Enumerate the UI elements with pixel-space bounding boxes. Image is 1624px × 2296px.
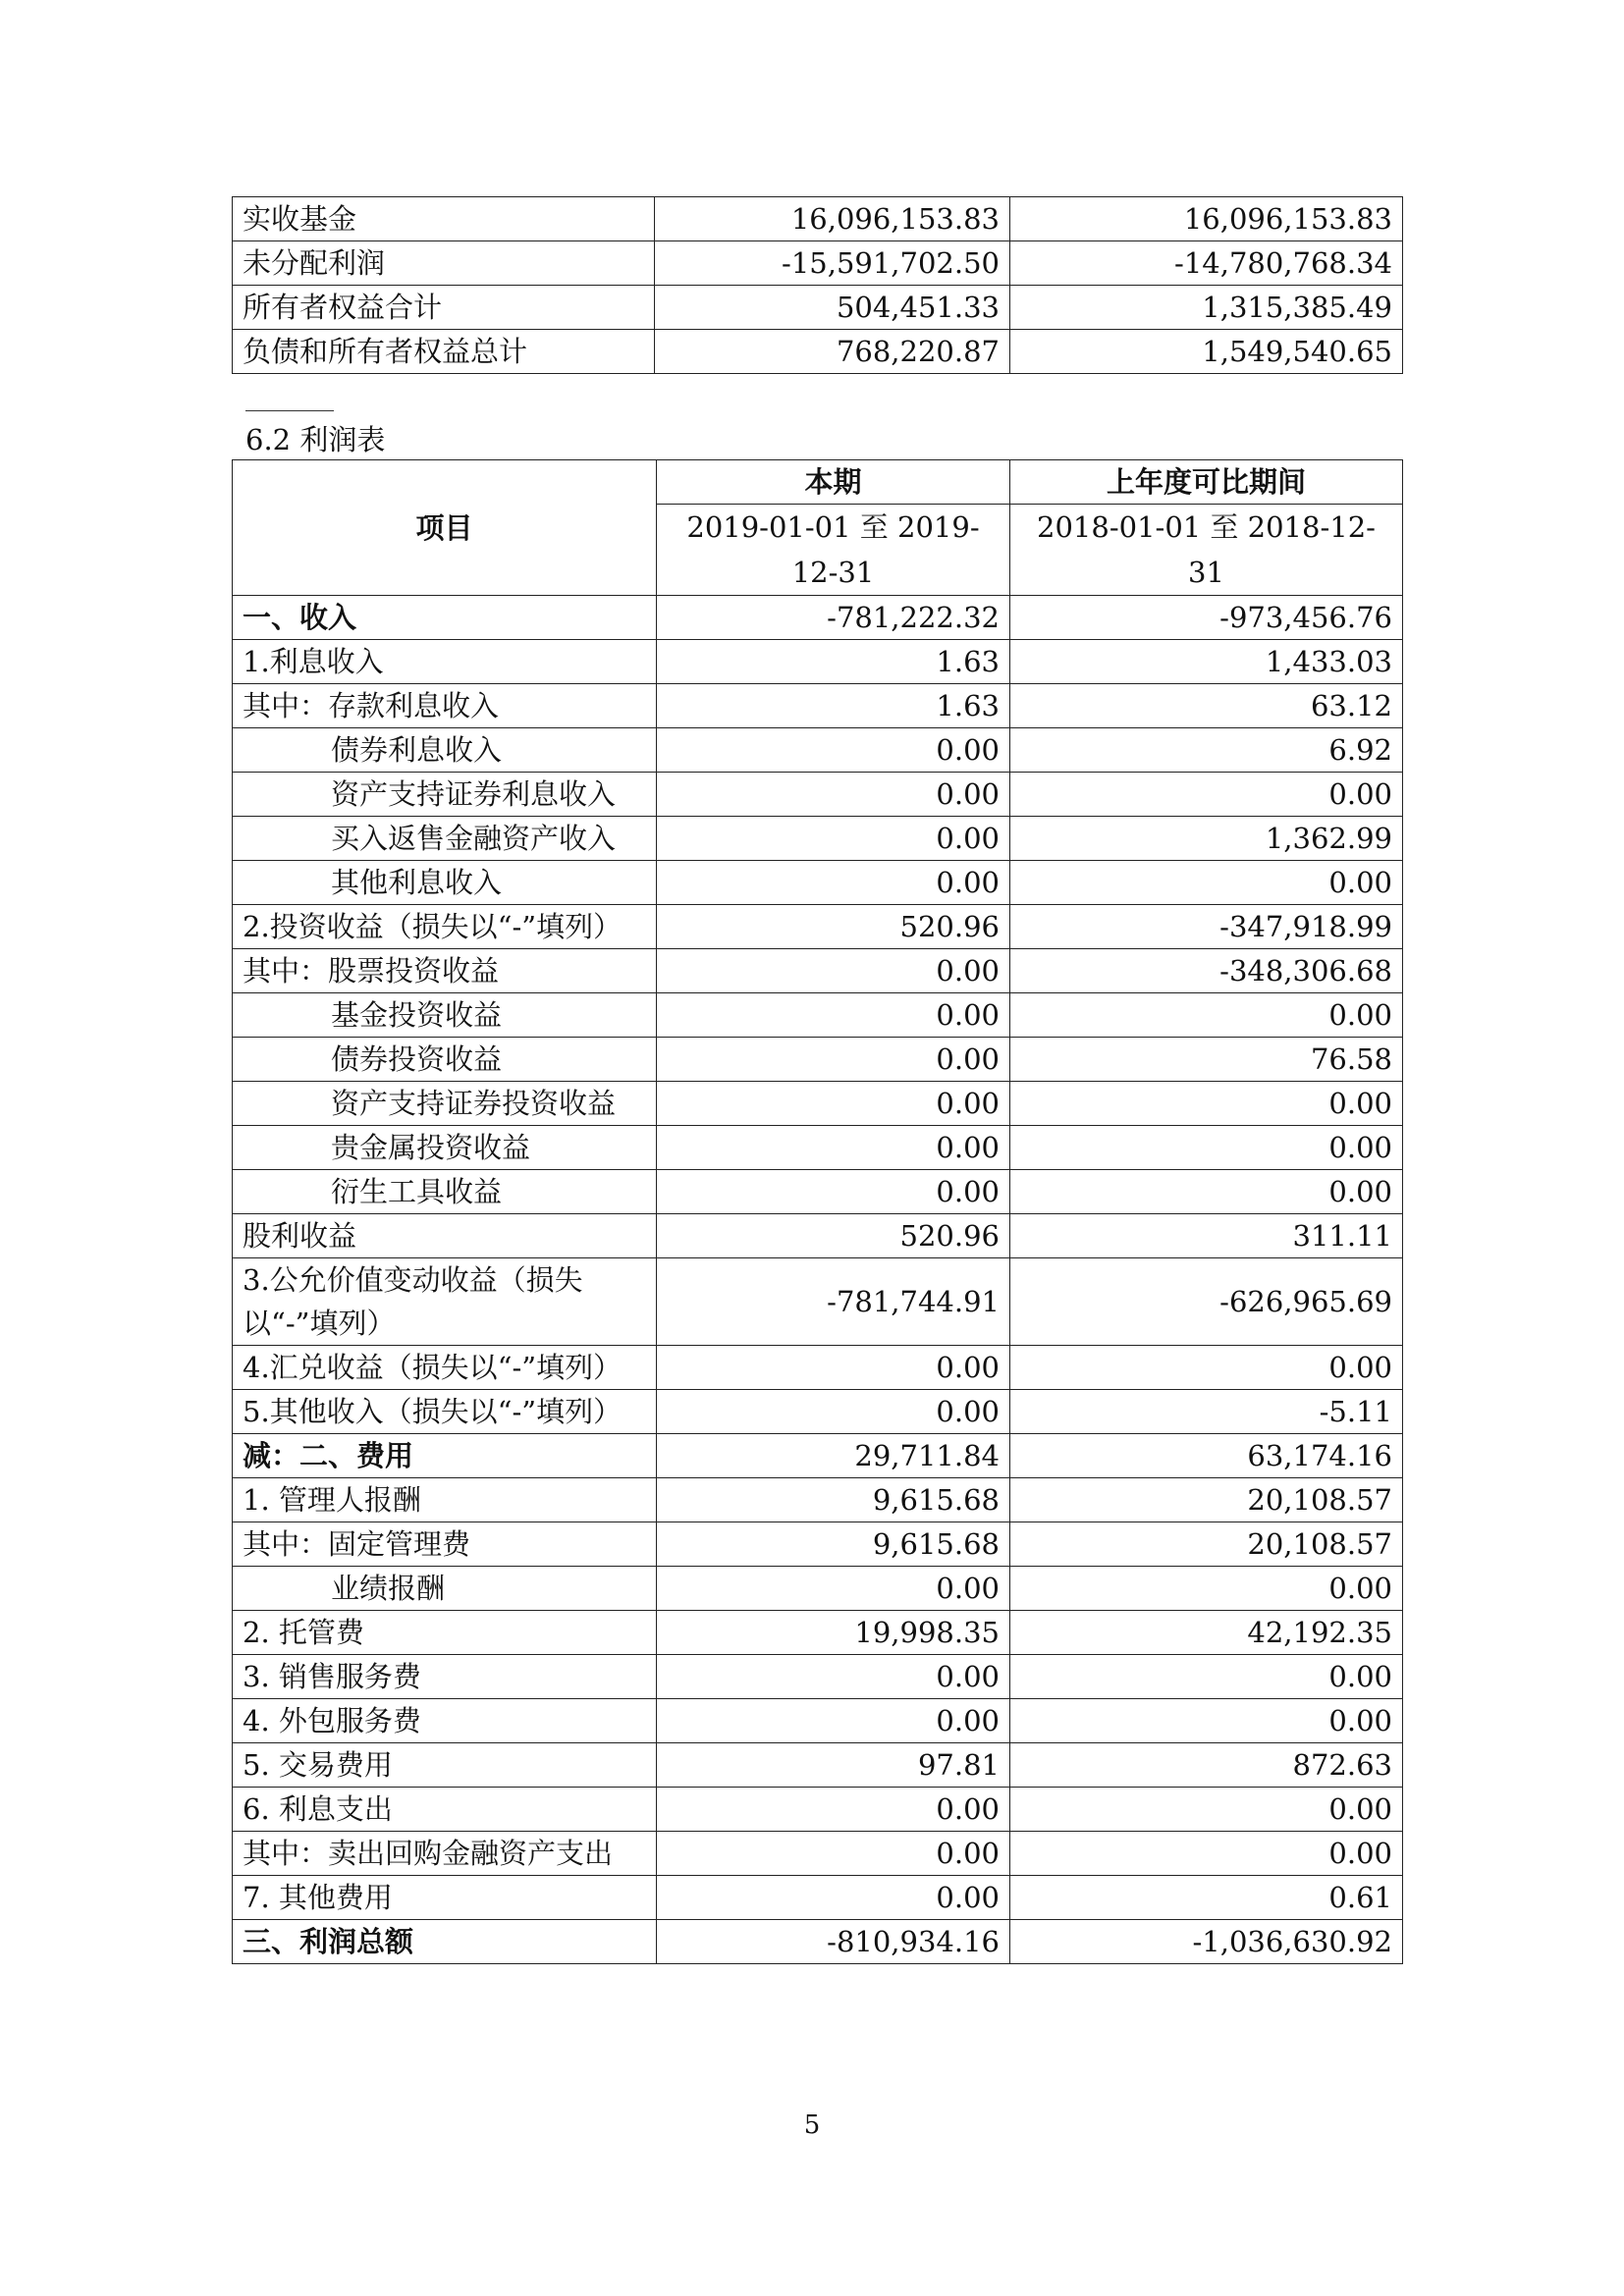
- row-prior-value: 872.63: [1010, 1743, 1403, 1788]
- row-current-value: 19,998.35: [657, 1611, 1010, 1655]
- row-prior-value: -626,965.69: [1010, 1258, 1403, 1346]
- row-label: 4. 外包服务费: [233, 1699, 657, 1743]
- row-label: 实收基金: [233, 197, 655, 241]
- row-prior-value: 20,108.57: [1010, 1522, 1403, 1567]
- row-label: 4.汇兑收益（损失以“-”填列）: [233, 1346, 657, 1390]
- row-prior-value: 1,549,540.65: [1010, 330, 1403, 374]
- row-current-value: 0.00: [657, 1170, 1010, 1214]
- row-prior-value: 63.12: [1010, 684, 1403, 728]
- row-label: 2. 托管费: [233, 1611, 657, 1655]
- row-current-value: 520.96: [657, 1214, 1010, 1258]
- row-label: 减：二、费用: [233, 1434, 657, 1478]
- row-label: 业绩报酬: [233, 1567, 657, 1611]
- row-current-value: 0.00: [657, 1699, 1010, 1743]
- row-prior-value: 42,192.35: [1010, 1611, 1403, 1655]
- table-row: [233, 241, 1403, 286]
- row-prior-value: 63,174.16: [1010, 1434, 1403, 1478]
- table-row: [233, 1522, 1403, 1567]
- row-prior-value: -14,780,768.34: [1010, 241, 1403, 286]
- header-prior-period: 上年度可比期间: [1010, 460, 1403, 505]
- row-current-value: 0.00: [657, 728, 1010, 773]
- row-current-value: 0.00: [657, 1038, 1010, 1082]
- row-label: 其中：存款利息收入: [233, 684, 657, 728]
- row-label: 其中：股票投资收益: [233, 949, 657, 993]
- table-row: [233, 1788, 1403, 1832]
- table-row: [233, 1611, 1403, 1655]
- table-row: [233, 1170, 1403, 1214]
- row-current-value: 9,615.68: [657, 1478, 1010, 1522]
- table-row: [233, 197, 1403, 241]
- row-prior-value: 0.00: [1010, 773, 1403, 817]
- row-prior-value: -348,306.68: [1010, 949, 1403, 993]
- row-prior-value: 0.00: [1010, 1832, 1403, 1876]
- section-title: 6.2 利润表: [245, 423, 386, 456]
- table-row: [233, 640, 1403, 684]
- page-number: 5: [803, 2110, 821, 2140]
- table-row: [233, 1082, 1403, 1126]
- table-row: [233, 817, 1403, 861]
- income-statement-table: [232, 459, 1403, 1964]
- section-rule: [245, 410, 334, 411]
- table-row: [233, 1258, 1403, 1346]
- row-prior-value: 0.00: [1010, 1082, 1403, 1126]
- row-label: 5.其他收入（损失以“-”填列）: [233, 1390, 657, 1434]
- row-label: 2.投资收益（损失以“-”填列）: [233, 905, 657, 949]
- row-label: 一、收入: [233, 596, 657, 640]
- row-prior-value: 20,108.57: [1010, 1478, 1403, 1522]
- row-prior-value: -973,456.76: [1010, 596, 1403, 640]
- table-row: [233, 1567, 1403, 1611]
- row-label: 债券利息收入: [233, 728, 657, 773]
- row-label: 5. 交易费用: [233, 1743, 657, 1788]
- row-current-value: 16,096,153.83: [655, 197, 1010, 241]
- row-label: 贵金属投资收益: [233, 1126, 657, 1170]
- row-label: 资产支持证券利息收入: [233, 773, 657, 817]
- row-current-value: 0.00: [657, 1390, 1010, 1434]
- row-prior-value: 0.61: [1010, 1876, 1403, 1920]
- row-label: 1. 管理人报酬: [233, 1478, 657, 1522]
- row-current-value: 0.00: [657, 1832, 1010, 1876]
- header-item: 项目: [233, 460, 657, 596]
- table-row: [233, 1038, 1403, 1082]
- row-prior-value: 6.92: [1010, 728, 1403, 773]
- row-label: 其中：固定管理费: [233, 1522, 657, 1567]
- row-label: 1.利息收入: [233, 640, 657, 684]
- table-row: [233, 596, 1403, 640]
- table-row: [233, 905, 1403, 949]
- header-row: [233, 460, 1403, 505]
- row-current-value: 0.00: [657, 1346, 1010, 1390]
- row-label: 6. 利息支出: [233, 1788, 657, 1832]
- row-current-value: 0.00: [657, 1126, 1010, 1170]
- balance-sheet-table: [232, 196, 1403, 374]
- row-label: 其他利息收入: [233, 861, 657, 905]
- row-prior-value: 0.00: [1010, 1346, 1403, 1390]
- table-row: [233, 993, 1403, 1038]
- header-current-range: 2019-01-01 至 2019-12-31: [657, 505, 1010, 596]
- table-row: [233, 286, 1403, 330]
- row-current-value: 0.00: [657, 949, 1010, 993]
- row-current-value: 768,220.87: [655, 330, 1010, 374]
- row-prior-value: 1,433.03: [1010, 640, 1403, 684]
- row-label: 7. 其他费用: [233, 1876, 657, 1920]
- table-row: [233, 773, 1403, 817]
- table-row: [233, 1876, 1403, 1920]
- table-row: [233, 1214, 1403, 1258]
- row-prior-value: 0.00: [1010, 1655, 1403, 1699]
- row-current-value: 1.63: [657, 684, 1010, 728]
- row-prior-value: -347,918.99: [1010, 905, 1403, 949]
- table-row: [233, 330, 1403, 374]
- row-current-value: 0.00: [657, 993, 1010, 1038]
- row-label: 资产支持证券投资收益: [233, 1082, 657, 1126]
- row-prior-value: 0.00: [1010, 1567, 1403, 1611]
- row-current-value: 9,615.68: [657, 1522, 1010, 1567]
- row-prior-value: 0.00: [1010, 1699, 1403, 1743]
- table-row: [233, 1390, 1403, 1434]
- row-prior-value: 0.00: [1010, 1126, 1403, 1170]
- row-label: 其中：卖出回购金融资产支出: [233, 1832, 657, 1876]
- row-label: 3.公允价值变动收益（损失以“-”填列）: [233, 1258, 657, 1346]
- table-row: [233, 1832, 1403, 1876]
- row-label: 股利收益: [233, 1214, 657, 1258]
- row-prior-value: 1,362.99: [1010, 817, 1403, 861]
- table-row: [233, 1743, 1403, 1788]
- row-current-value: 0.00: [657, 1655, 1010, 1699]
- table-row: [233, 861, 1403, 905]
- table-row: [233, 1434, 1403, 1478]
- row-current-value: -781,744.91: [657, 1258, 1010, 1346]
- row-current-value: 0.00: [657, 817, 1010, 861]
- row-current-value: 0.00: [657, 1567, 1010, 1611]
- row-current-value: 0.00: [657, 861, 1010, 905]
- row-label: 负债和所有者权益总计: [233, 330, 655, 374]
- row-current-value: 504,451.33: [655, 286, 1010, 330]
- table-row: [233, 1478, 1403, 1522]
- row-label: 所有者权益合计: [233, 286, 655, 330]
- table-row: [233, 1346, 1403, 1390]
- row-label: 3. 销售服务费: [233, 1655, 657, 1699]
- row-label: 未分配利润: [233, 241, 655, 286]
- row-current-value: -810,934.16: [657, 1920, 1010, 1964]
- row-prior-value: -1,036,630.92: [1010, 1920, 1403, 1964]
- table-row: [233, 1655, 1403, 1699]
- row-current-value: 97.81: [657, 1743, 1010, 1788]
- row-current-value: 520.96: [657, 905, 1010, 949]
- header-current-period: 本期: [657, 460, 1010, 505]
- row-prior-value: 1,315,385.49: [1010, 286, 1403, 330]
- table-row: [233, 1126, 1403, 1170]
- row-label: 三、利润总额: [233, 1920, 657, 1964]
- row-current-value: 0.00: [657, 773, 1010, 817]
- row-prior-value: 0.00: [1010, 861, 1403, 905]
- row-current-value: 0.00: [657, 1876, 1010, 1920]
- row-prior-value: 0.00: [1010, 993, 1403, 1038]
- row-prior-value: -5.11: [1010, 1390, 1403, 1434]
- row-current-value: -781,222.32: [657, 596, 1010, 640]
- row-prior-value: 16,096,153.83: [1010, 197, 1403, 241]
- row-label: 衍生工具收益: [233, 1170, 657, 1214]
- table-row: [233, 1920, 1403, 1964]
- row-current-value: 1.63: [657, 640, 1010, 684]
- row-prior-value: 76.58: [1010, 1038, 1403, 1082]
- row-prior-value: 0.00: [1010, 1170, 1403, 1214]
- row-label: 买入返售金融资产收入: [233, 817, 657, 861]
- row-label: 基金投资收益: [233, 993, 657, 1038]
- table-row: [233, 728, 1403, 773]
- row-current-value: 0.00: [657, 1788, 1010, 1832]
- row-prior-value: 311.11: [1010, 1214, 1403, 1258]
- row-current-value: 0.00: [657, 1082, 1010, 1126]
- header-prior-range: 2018-01-01 至 2018-12-31: [1010, 505, 1403, 596]
- row-current-value: -15,591,702.50: [655, 241, 1010, 286]
- table-row: [233, 684, 1403, 728]
- table-row: [233, 949, 1403, 993]
- row-label: 债券投资收益: [233, 1038, 657, 1082]
- table-row: [233, 1699, 1403, 1743]
- row-current-value: 29,711.84: [657, 1434, 1010, 1478]
- row-prior-value: 0.00: [1010, 1788, 1403, 1832]
